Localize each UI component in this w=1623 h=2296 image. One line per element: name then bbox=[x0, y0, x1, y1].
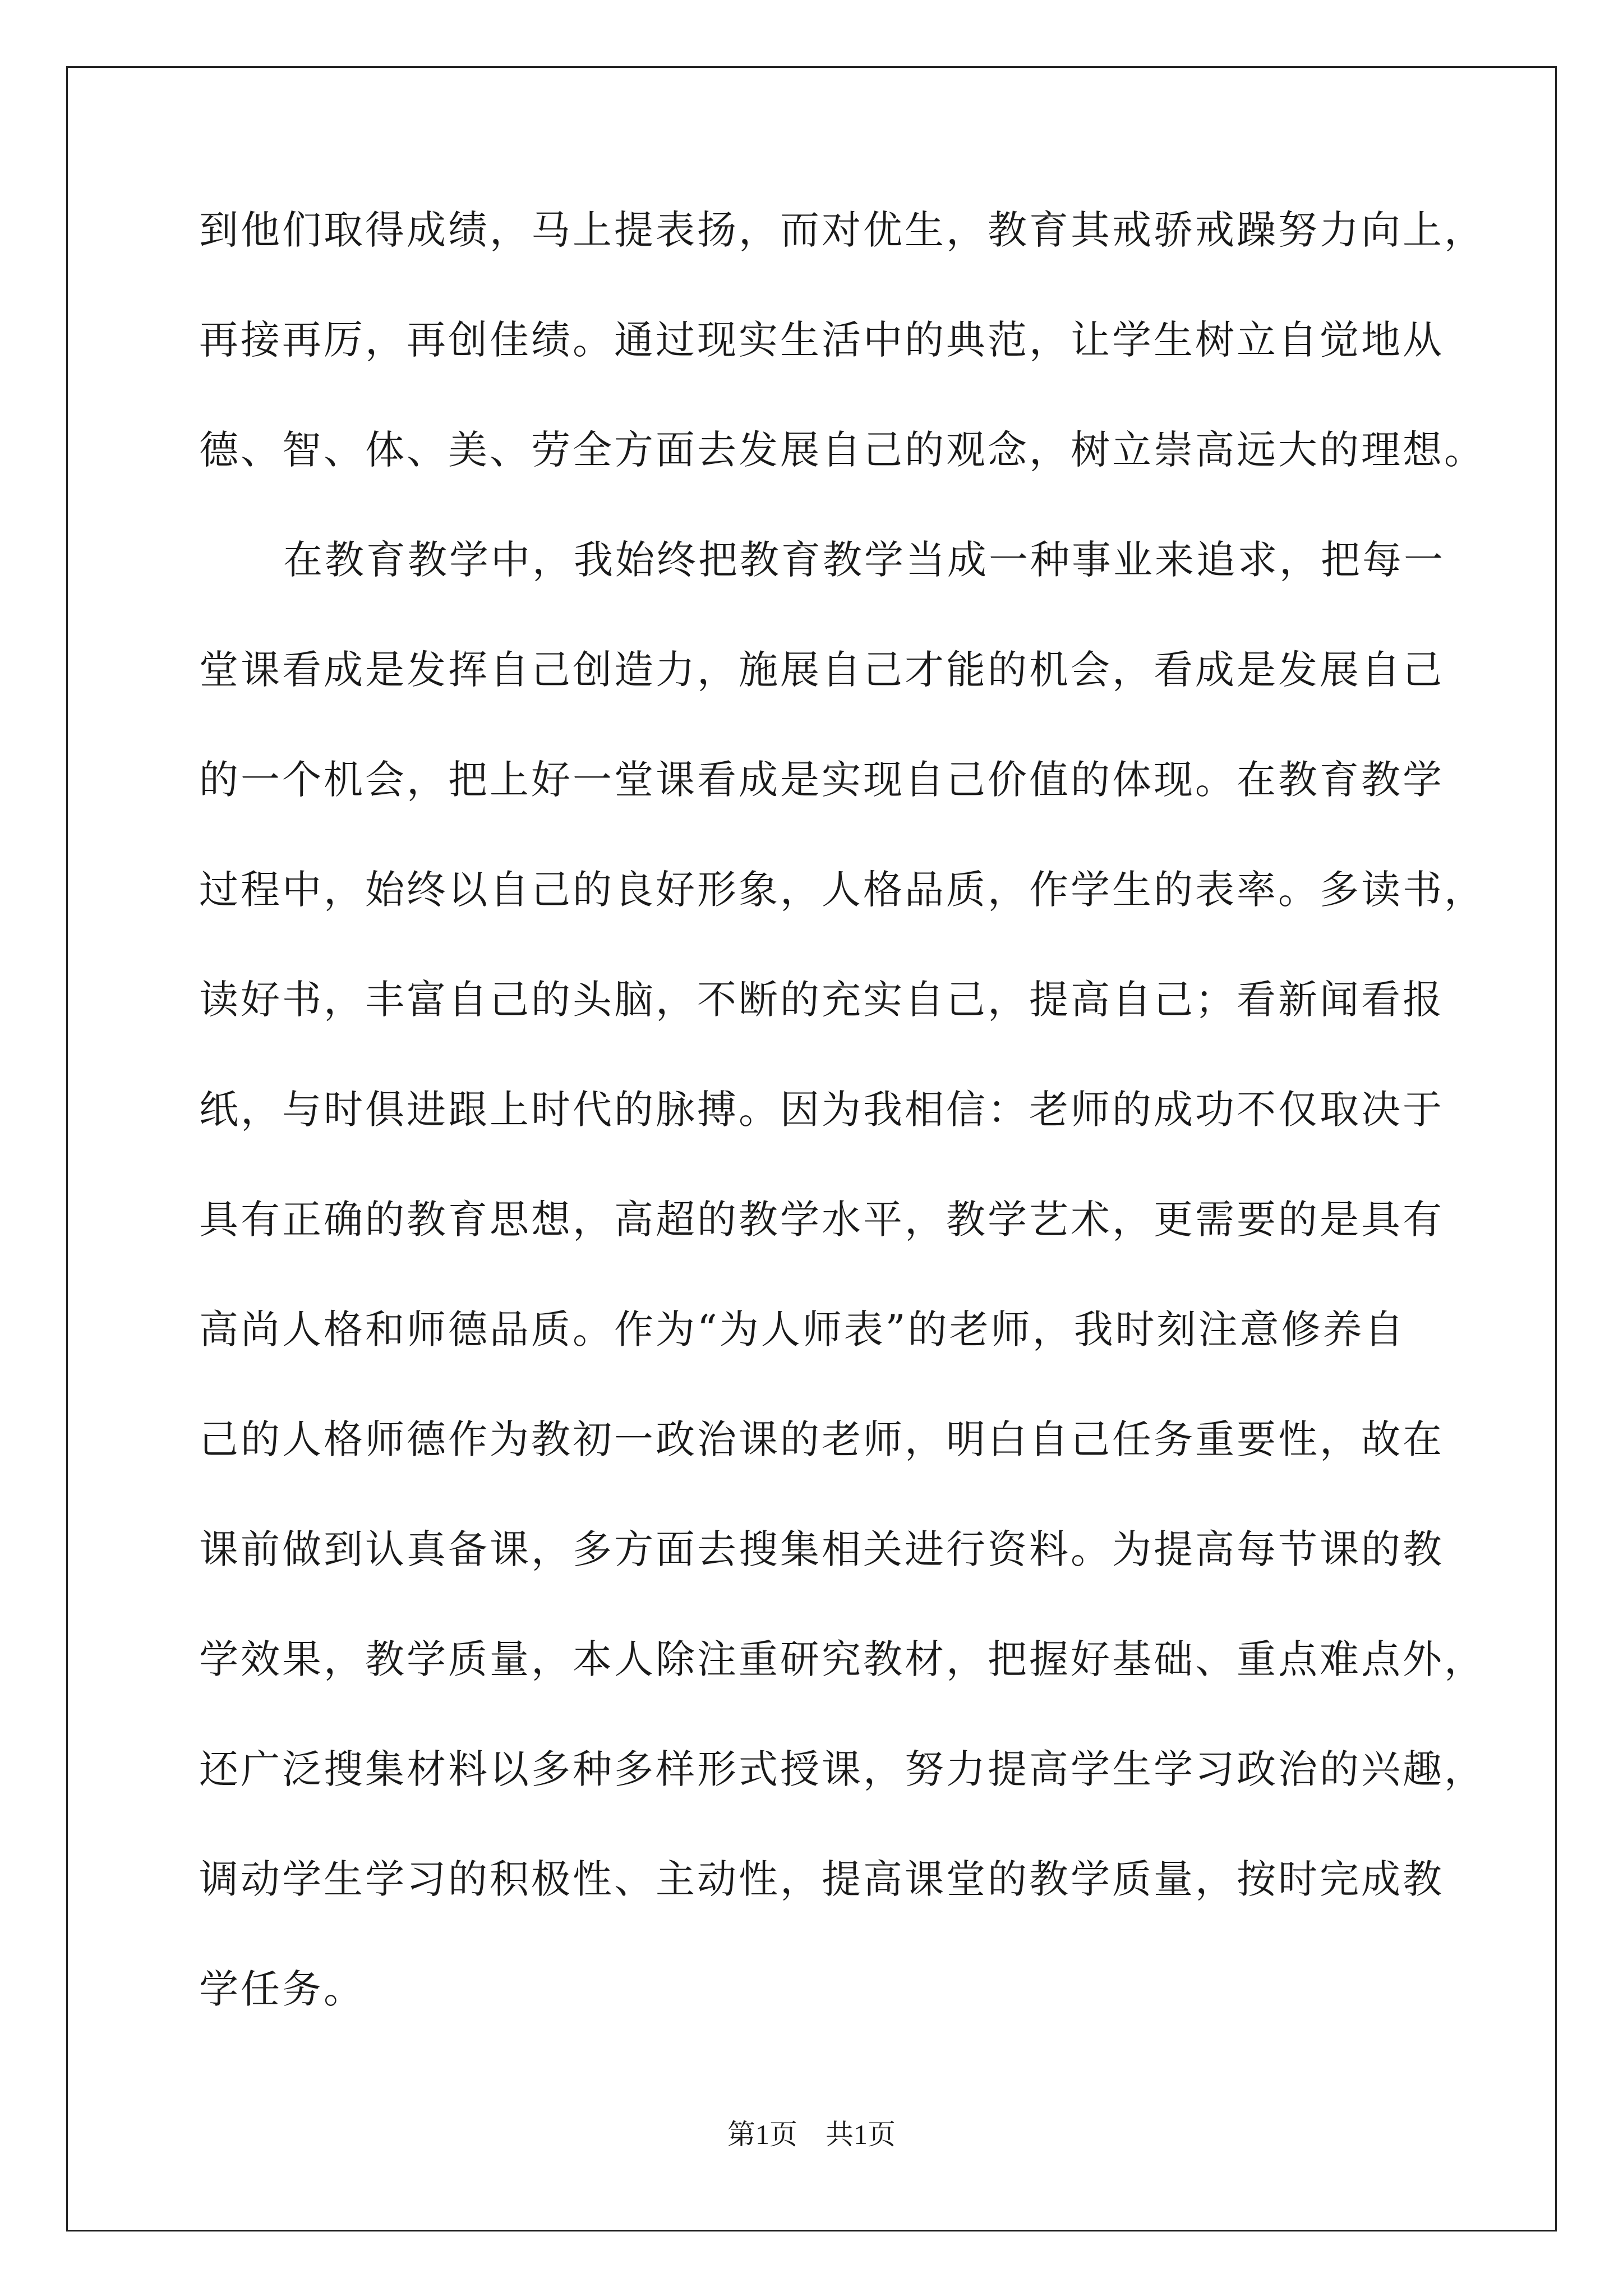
text-line: 学效果，教学质量，本人除注重研究教材，把握好基础、重点难点外， bbox=[199, 1636, 1486, 1682]
text-line: 德、智、体、美、劳全方面去发展自己的观念，树立崇高远大的理想。 bbox=[199, 427, 1486, 473]
text-line: 到他们取得成绩，马上提表扬，而对优生，教育其戒骄戒躁努力向上， bbox=[199, 207, 1486, 253]
page-number: 第1页 共1页 bbox=[727, 2119, 896, 2150]
text-line: 具有正确的教育思想，高超的教学水平，教学艺术，更需要的是具有 bbox=[199, 1197, 1444, 1243]
document-body bbox=[199, 207, 1486, 2079]
text-line: 在教育教学中，我始终把教育教学当成一种事业来追求，把每一 bbox=[283, 537, 1445, 583]
text-line: 调动学生学习的积极性、主动性，提高课堂的教学质量，按时完成教 bbox=[199, 1856, 1444, 1902]
text-line: 堂课看成是发挥自己创造力，施展自己才能的机会，看成是发展自己 bbox=[199, 647, 1444, 693]
text-line: 学任务。 bbox=[199, 1966, 365, 2012]
text-line: 的一个机会，把上好一堂课看成是实现自己价值的体现。在教育教学 bbox=[199, 757, 1444, 803]
text-line: 读好书，丰富自己的头脑，不断的充实自己，提高自己；看新闻看报 bbox=[199, 977, 1444, 1023]
text-line: 高尚人格和师德品质。作为“为人师表”的老师，我时刻注意修养自 bbox=[199, 1306, 1406, 1352]
text-line: 课前做到认真备课，多方面去搜集相关进行资料。为提高每节课的教 bbox=[199, 1526, 1444, 1572]
text-line: 还广泛搜集材料以多种多样形式授课，努力提高学生学习政治的兴趣， bbox=[199, 1746, 1486, 1792]
text-line: 纸，与时俱进跟上时代的脉搏。因为我相信：老师的成功不仅取决于 bbox=[199, 1087, 1444, 1133]
text-line: 过程中，始终以自己的良好形象，人格品质，作学生的表率。多读书， bbox=[199, 867, 1486, 913]
text-line: 己的人格师德作为教初一政治课的老师，明白自己任务重要性，故在 bbox=[199, 1416, 1444, 1462]
text-line: 再接再厉，再创佳绩。通过现实生活中的典范，让学生树立自觉地从 bbox=[199, 317, 1444, 363]
